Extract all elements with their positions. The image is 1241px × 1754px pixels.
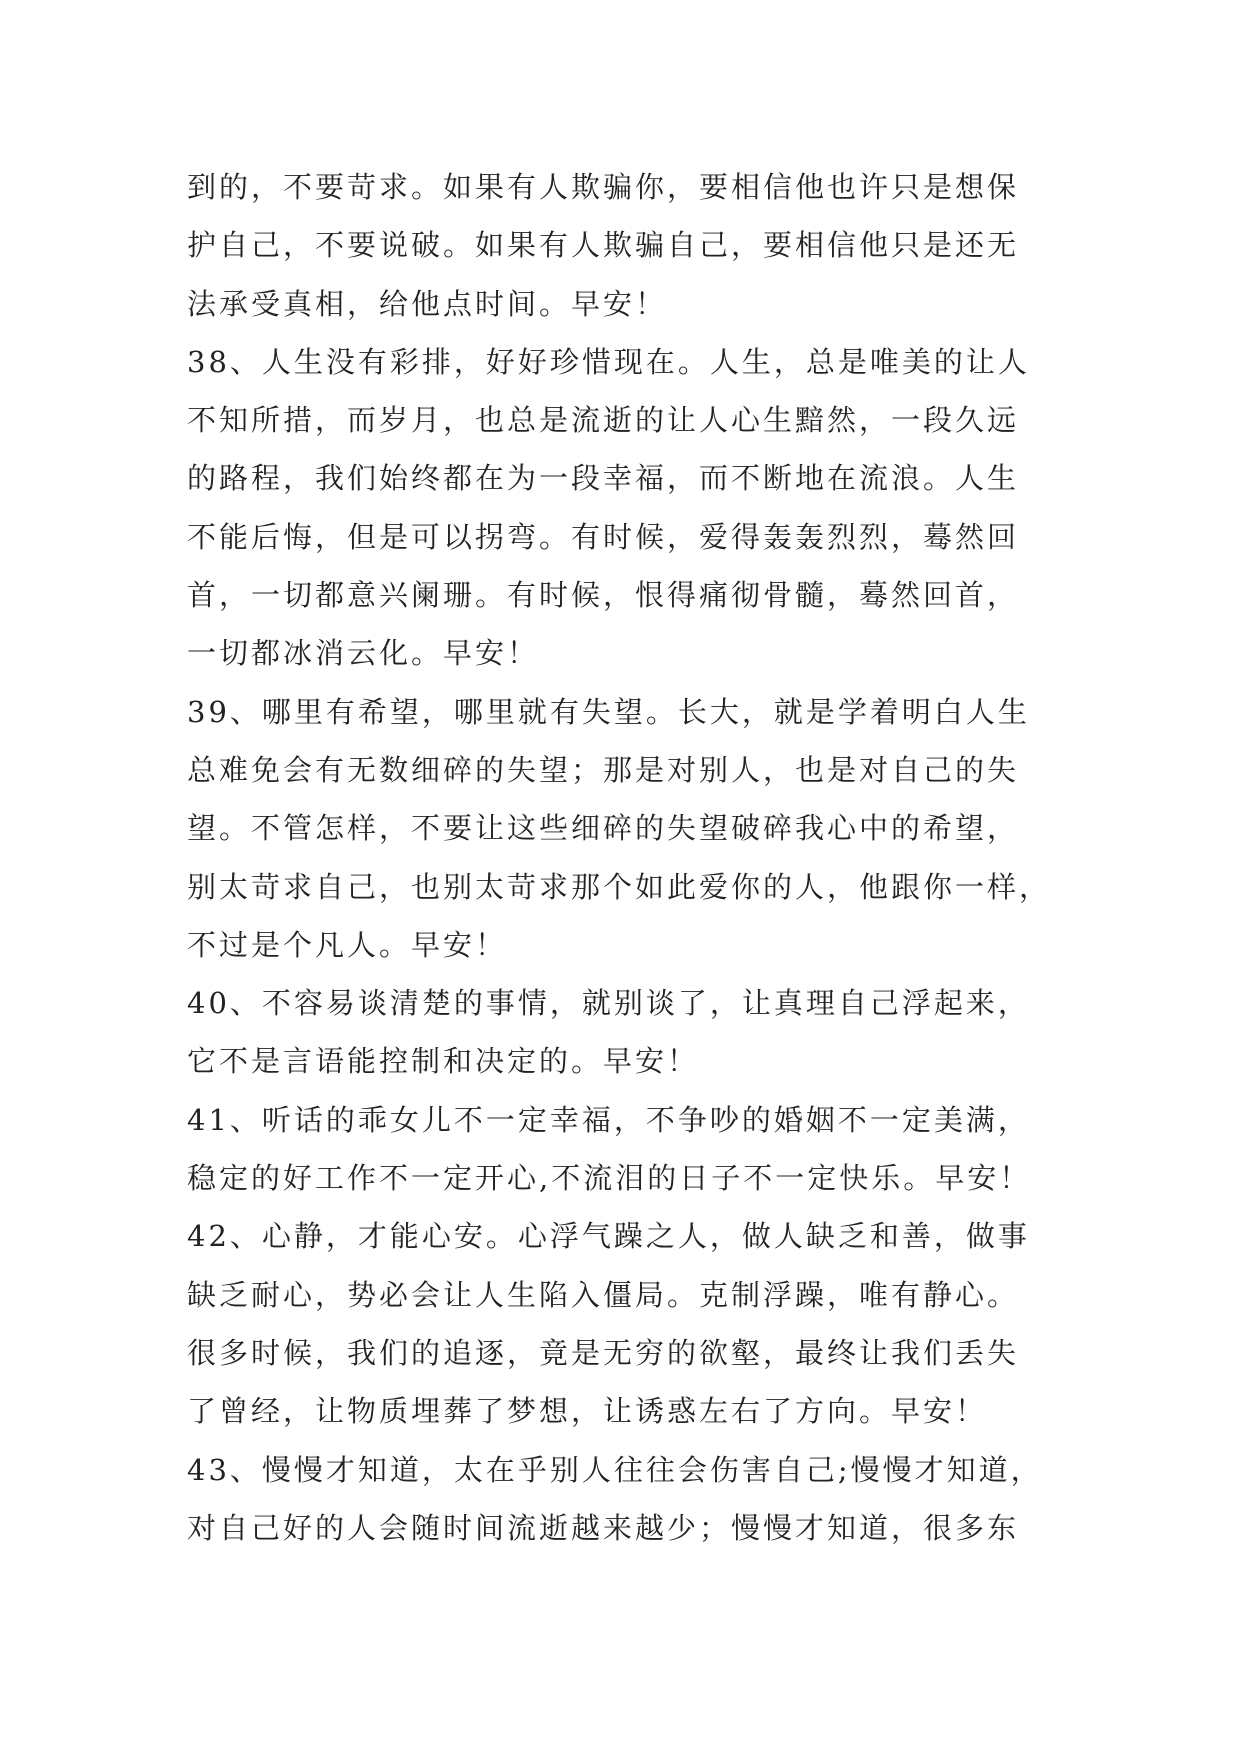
- text-line: 不知所措，而岁月，也总是流逝的让人心生黯然，一段久远: [187, 403, 1020, 438]
- text-line: 稳定的好工作不一定开心,不流泪的日子不一定快乐。早安！: [187, 1161, 1032, 1196]
- text-line: 缺乏耐心，势必会让人生陷入僵局。克制浮躁，唯有静心。: [187, 1277, 1020, 1312]
- body-text: [187, 158, 1067, 1557]
- text-line: 42、心静，才能心安。心浮气躁之人，做人缺乏和善，做事: [187, 1219, 1030, 1254]
- text-line: 护自己，不要说破。如果有人欺骗自己，要相信他只是还无: [187, 228, 1020, 263]
- text-line: 望。不管怎样，不要让这些细碎的失望破碎我心中的希望，: [187, 811, 1020, 846]
- text-line: 41、听话的乖女儿不一定幸福，不争吵的婚姻不一定美满，: [187, 1102, 1030, 1137]
- text-line: 首，一切都意兴阑珊。有时候，恨得痛彻骨髓，蓦然回首，: [187, 578, 1020, 613]
- text-line: 对自己好的人会随时间流逝越来越少；慢慢才知道，很多东: [187, 1510, 1020, 1545]
- text-line: 法承受真相，给他点时间。早安！: [187, 286, 668, 321]
- text-line: 它不是言语能控制和决定的。早安！: [187, 1044, 700, 1079]
- text-line: 38、人生没有彩排，好好珍惜现在。人生，总是唯美的让人: [187, 344, 1030, 379]
- text-line: 总难免会有无数细碎的失望；那是对别人，也是对自己的失: [187, 752, 1020, 787]
- text-line: 的路程，我们始终都在为一段幸福，而不断地在流浪。人生: [187, 461, 1020, 496]
- text-line: 43、慢慢才知道，太在乎别人往往会伤害自己;慢慢才知道，: [187, 1452, 1043, 1487]
- text-line: 不能后悔，但是可以拐弯。有时候，爱得轰轰烈烈，蓦然回: [187, 519, 1020, 554]
- text-line: 40、不容易谈清楚的事情，就别谈了，让真理自己浮起来，: [187, 986, 1030, 1021]
- text-line: 很多时候，我们的追逐，竟是无穷的欲壑，最终让我们丢失: [187, 1335, 1020, 1370]
- text-line: 了曾经，让物质埋葬了梦想，让诱惑左右了方向。早安！: [187, 1394, 988, 1429]
- text-line: 一切都冰消云化。早安！: [187, 636, 540, 671]
- text-line: 不过是个凡人。早安！: [187, 927, 508, 962]
- text-line: 别太苛求自己，也别太苛求那个如此爱你的人，他跟你一样，: [187, 869, 1052, 904]
- text-line: 39、哪里有希望，哪里就有失望。长大，就是学着明白人生: [187, 694, 1030, 729]
- text-line: 到的，不要苛求。如果有人欺骗你，要相信他也许只是想保: [187, 170, 1020, 204]
